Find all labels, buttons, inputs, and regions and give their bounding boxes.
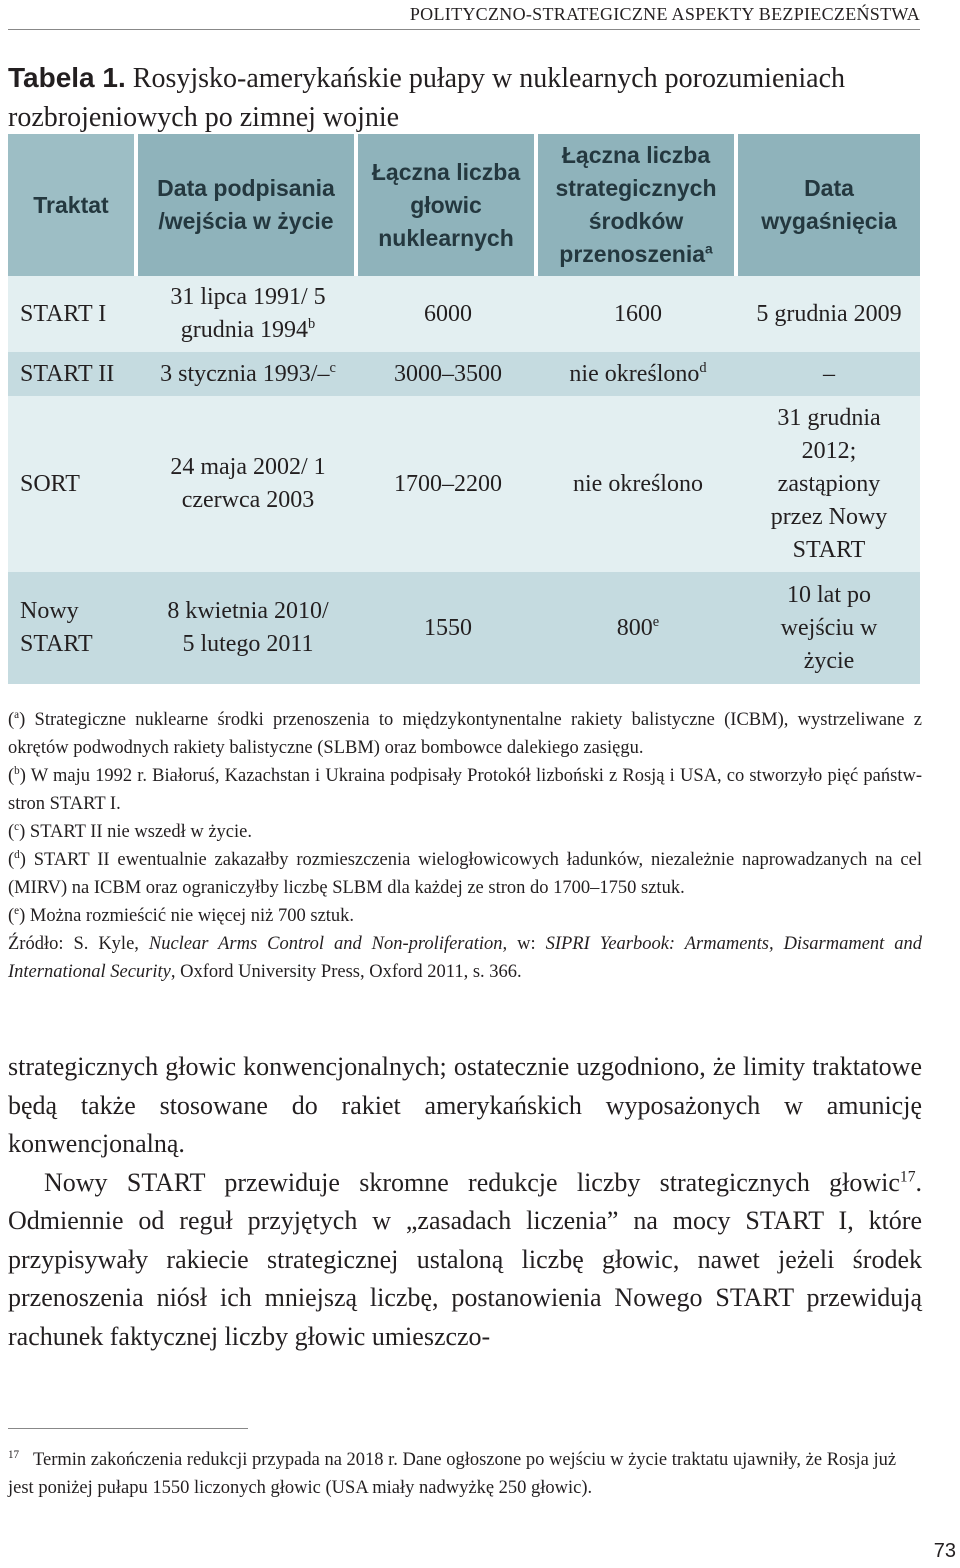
footnote-number: 17 <box>8 1448 20 1461</box>
header-treaty: Traktat <box>8 134 138 276</box>
page-number: 73 <box>933 1540 956 1562</box>
cell-expiry: 31 grudnia 2012; zastąpiony przez Nowy START <box>770 404 888 563</box>
cell-treaty: START II <box>20 360 115 387</box>
cell-delivery: 800e <box>616 613 660 641</box>
cell-treaty: START I <box>20 300 107 327</box>
note-d: ($^d$) START II ewentualnie zakazałby rozmieszczenia wielogłowicowych ładunków, niezależnie naprowadzanych na cel (MIRV) na ICBM oraz ograniczyłby liczbę SLBM dla każdej ze stron do 1700–1750 sztuk. <box>8 848 922 898</box>
table-title <box>8 58 922 137</box>
header-delivery: Łączna liczba strategicznych środków przenoszenia$^a$ <box>538 134 738 276</box>
running-head: POLITYCZNO-STRATEGICZNE ASPEKTY BEZPIECZEŃSTWA <box>8 0 920 30</box>
footnote-text: Termin zakończenia redukcji przypada na 2018 r. Dane ogłoszone po wejściu w życie traktatu ujawniły, że Rosja już jest poniżej pułapu 1550 liczonych głowic (USA miały nadwyżkę 250 głowic). <box>8 1450 897 1498</box>
table-row <box>8 396 920 572</box>
cell-expiry: 10 lat po wejściu w życie <box>780 581 878 674</box>
note-c: ($^c$) START II nie wszedł w życie. <box>8 820 252 842</box>
body-paragraph: strategicznych głowic konwencjonalnych; ostatecznie uzgodniono, że limity traktatowe będą także stosowane do rakiet amerykańskich wyposażonych w amunicję konwencjonalną. <box>8 1052 922 1158</box>
footnote-divider <box>8 1428 248 1429</box>
note-a: ($^a$) Strategiczne nuklearne środki przenoszenia to międzykontynentalne rakiety balistyczne (ICBM), wystrzeliwane z okrętów podwodnych rakiety balistyczne (SLBM) oraz bombowce dalekiego zasięgu. <box>8 708 922 758</box>
cell-warheads: 1700–2200 <box>394 470 502 497</box>
cell-delivery: nie określono$^d$ <box>569 359 707 387</box>
cell-delivery: 1600 <box>614 300 662 327</box>
table-header-row <box>8 134 920 276</box>
cell-treaty: Nowy START <box>20 598 93 657</box>
cell-warheads: 3000–3500 <box>394 360 502 387</box>
header-expiry: Data wygaśnięcia <box>738 134 920 276</box>
cell-delivery: nie określono <box>573 470 703 497</box>
footnote <box>8 1446 922 1502</box>
table-row <box>8 276 920 352</box>
cell-warheads: 1550 <box>424 614 472 641</box>
table-title-text: Rosyjsko-amerykańskie pułapy w nuklearnych porozumieniach rozbrojeniowych po zimnej wojnie <box>8 63 846 133</box>
table-row <box>8 572 920 684</box>
cell-signed: 31 lipca 1991/ 5 grudnia 1994$^b$ <box>170 284 326 343</box>
cell-warheads: 6000 <box>424 300 472 327</box>
header-signed: Data podpisania /wejścia w życie <box>138 134 358 276</box>
table-row <box>8 352 920 396</box>
table-notes <box>8 706 922 986</box>
source-note: Źródło: S. Kyle, Nuclear Arms Control and Non-proliferation, w: SIPRI Yearbook: Armaments, Disarmament and International Security, Oxford University Press, Oxford 2011, s. 366. <box>8 934 923 982</box>
cell-expiry: – <box>823 360 835 387</box>
note-b: ($^b$) W maju 1992 r. Białoruś, Kazachstan i Ukraina podpisały Protokół lizboński z Rosją i USA, co stworzyło pięć państw-stron START I. <box>8 764 922 814</box>
header-warheads: Łączna liczba głowic nuklearnych <box>358 134 538 276</box>
treaty-table <box>8 134 920 684</box>
note-e: ($^e$) Można rozmieścić nie więcej niż 700 sztuk. <box>8 904 355 926</box>
footnote-ref[interactable]: 17 <box>899 1167 916 1185</box>
cell-treaty: SORT <box>20 470 80 497</box>
cell-signed: 3 stycznia 1993/–$^c$ <box>160 359 336 387</box>
cell-signed: 24 maja 2002/ 1 czerwca 2003 <box>170 454 326 513</box>
cell-signed: 8 kwietnia 2010/ 5 lutego 2011 <box>167 598 329 657</box>
body-paragraph: Nowy START przewiduje skromne redukcje liczby strategicznych głowic$^{17}$. Odmiennie od reguł przyjętych w „zasadach liczenia” na mocy START I, które przypisywały rakiecie strategicznej ustaloną liczbę głowic, nawet jeżeli środek przenoszenia niósł ich mniejszą liczbę, postanowienia Nowego START przewidują rachunek faktycznej liczby głowic umieszczo- <box>8 1167 922 1351</box>
cell-expiry: 5 grudnia 2009 <box>756 300 902 327</box>
table-label: Tabela 1. <box>8 62 126 93</box>
body-text <box>8 1048 922 1356</box>
